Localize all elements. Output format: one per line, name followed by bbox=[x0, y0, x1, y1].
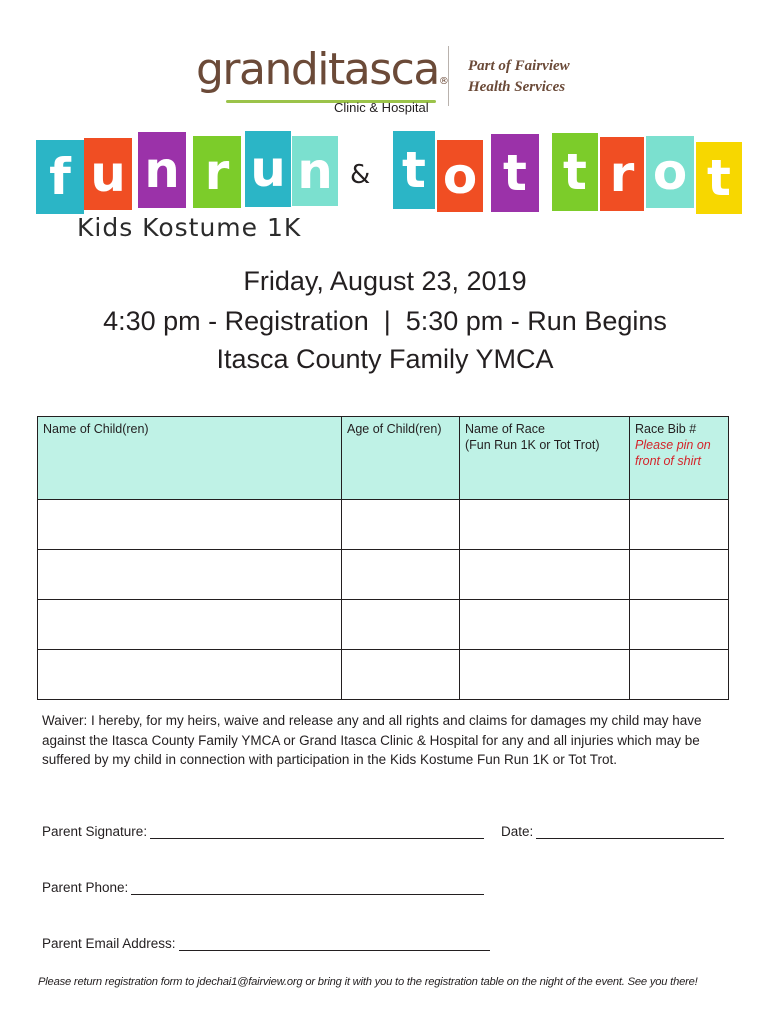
banner-letter-tile: t bbox=[552, 133, 598, 211]
banner-letter-tile: n bbox=[292, 136, 338, 206]
banner-letter-tile: r bbox=[193, 136, 241, 208]
race-name-cell[interactable] bbox=[460, 500, 630, 550]
event-date: Friday, August 23, 2019 bbox=[243, 266, 527, 296]
parent-phone-field[interactable]: Parent Phone: bbox=[42, 880, 484, 895]
parent-email-field[interactable]: Parent Email Address: bbox=[42, 936, 490, 951]
header-race-bib: Race Bib # Please pin on front of shirt bbox=[630, 417, 729, 500]
banner-letter-tile: t bbox=[393, 131, 435, 209]
child-age-cell[interactable] bbox=[342, 550, 460, 600]
header-child-age: Age of Child(ren) bbox=[342, 417, 460, 500]
child-age-cell[interactable] bbox=[342, 600, 460, 650]
signature-line[interactable] bbox=[150, 824, 484, 839]
date-field[interactable]: Date: bbox=[501, 824, 724, 839]
banner-ampersand: & bbox=[350, 160, 371, 190]
event-location: Itasca County Family YMCA bbox=[216, 344, 554, 374]
date-line[interactable] bbox=[536, 824, 724, 839]
header-child-name: Name of Child(ren) bbox=[38, 417, 342, 500]
fairview-partner-text: Part of Fairview Health Services bbox=[468, 58, 570, 95]
email-line[interactable] bbox=[179, 936, 490, 951]
banner-letter-tile: f bbox=[36, 140, 84, 214]
logo-subtitle: Clinic & Hospital bbox=[334, 100, 429, 115]
race-name-cell[interactable] bbox=[460, 550, 630, 600]
table-row bbox=[38, 500, 729, 550]
banner-letter-tile: o bbox=[646, 136, 694, 208]
child-name-cell[interactable] bbox=[38, 550, 342, 600]
race-bib-cell[interactable] bbox=[630, 600, 729, 650]
logo-divider bbox=[448, 46, 449, 106]
table-row bbox=[38, 550, 729, 600]
child-name-cell[interactable] bbox=[38, 600, 342, 650]
race-bib-cell[interactable] bbox=[630, 550, 729, 600]
race-bib-cell[interactable] bbox=[630, 500, 729, 550]
registration-table bbox=[37, 416, 729, 700]
banner-letter-tile: r bbox=[600, 137, 644, 211]
banner-letter-tile: t bbox=[696, 142, 742, 214]
race-bib-cell[interactable] bbox=[630, 650, 729, 700]
child-name-cell[interactable] bbox=[38, 650, 342, 700]
parent-signature-field[interactable]: Parent Signature: bbox=[42, 824, 484, 839]
banner-subtitle: Kids Kostume 1K bbox=[77, 213, 302, 242]
event-times: 4:30 pm - Registration | 5:30 pm - Run Begins bbox=[103, 306, 667, 336]
race-name-cell[interactable] bbox=[460, 650, 630, 700]
table-row bbox=[38, 600, 729, 650]
race-name-cell[interactable] bbox=[460, 600, 630, 650]
child-name-cell[interactable] bbox=[38, 500, 342, 550]
return-instructions: Please return registration form to jdechai1@fairview.org or bring it with you to the registration table on the night of the event. See you there! bbox=[38, 976, 698, 988]
child-age-cell[interactable] bbox=[342, 500, 460, 550]
banner-letter-tile: n bbox=[138, 132, 186, 208]
logo-brand: granditasca® bbox=[196, 44, 448, 95]
phone-line[interactable] bbox=[131, 880, 484, 895]
bib-note: Please pin on front of shirt bbox=[635, 438, 711, 468]
waiver-text: Waiver: I hereby, for my heirs, waive and release any and all rights and claims for damages my child may have against the Itasca County Family YMCA or Grand Itasca Clinic & Hospital for any and all injuries which may be suffered by my child in connection with participation in the Kids Kostume Fun Run 1K or Tot Trot. bbox=[42, 713, 702, 767]
banner-letter-tile: o bbox=[437, 140, 483, 212]
banner-letter-tile: t bbox=[491, 134, 539, 212]
child-age-cell[interactable] bbox=[342, 650, 460, 700]
header-race-name: Name of Race (Fun Run 1K or Tot Trot) bbox=[460, 417, 630, 500]
table-header-row bbox=[38, 417, 729, 500]
grand-itasca-logo bbox=[196, 40, 586, 115]
table-row bbox=[38, 650, 729, 700]
banner-letter-tile: u bbox=[245, 131, 291, 207]
banner-letter-tile: u bbox=[84, 138, 132, 210]
